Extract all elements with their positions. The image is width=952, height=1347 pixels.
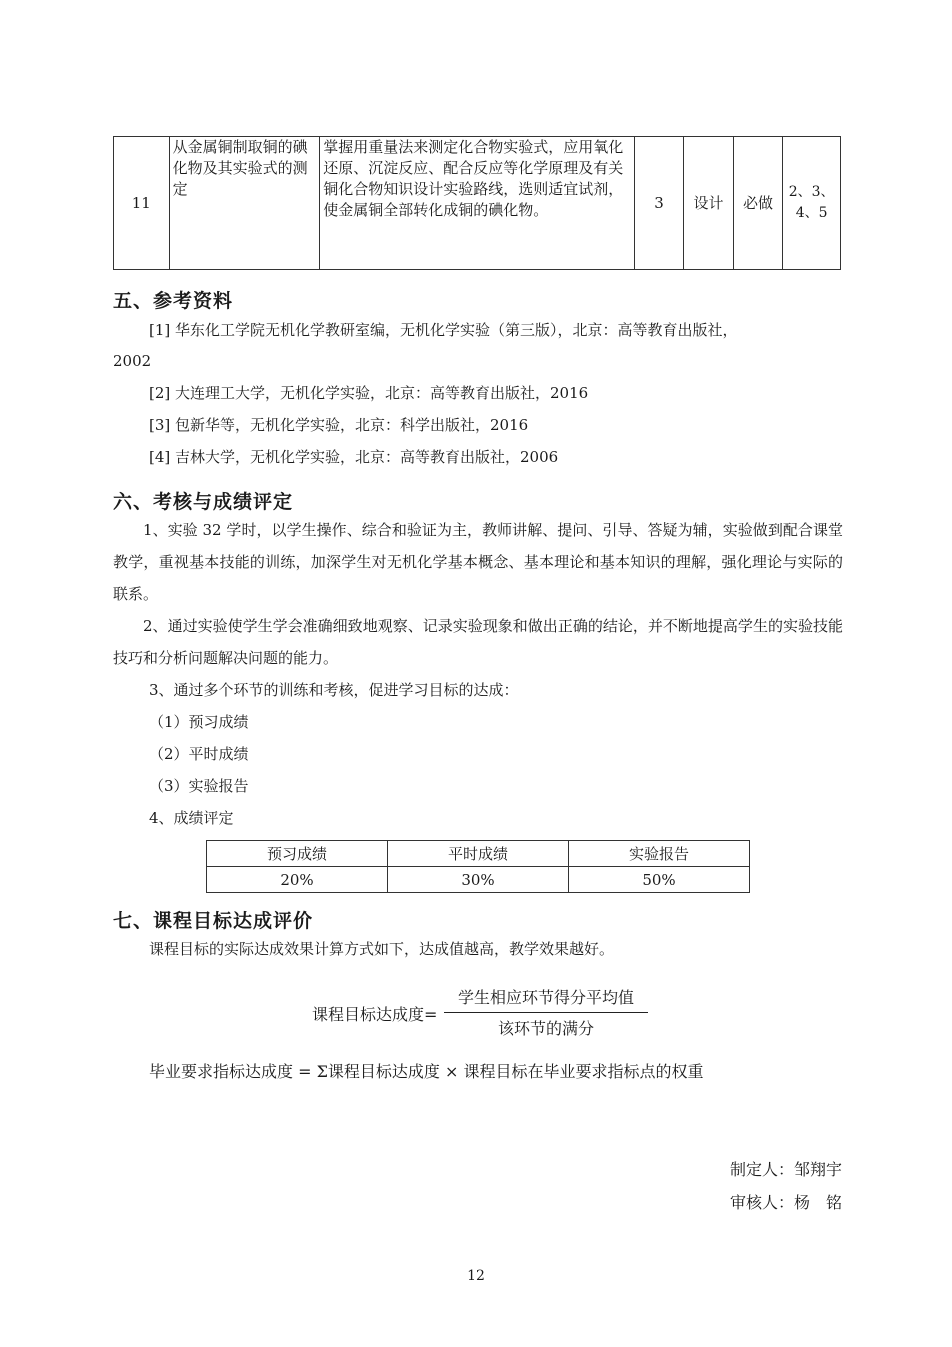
section6-sub-1: （1）预习成绩 — [149, 713, 249, 731]
reference-1-year: 2002 — [113, 352, 152, 370]
grade-value-report: 50% — [569, 867, 750, 893]
reference-4: [4] 吉林大学，无机化学实验，北京：高等教育出版社，2006 — [149, 448, 559, 466]
section6-item-4: 4、成绩评定 — [149, 809, 234, 827]
experiment-number: 11 — [114, 137, 170, 270]
experiment-objectives: 2、3、4、5 — [783, 137, 841, 270]
experiment-name: 从金属铜制取铜的碘化物及其实验式的测定 — [169, 137, 320, 270]
section6-title: 六、考核与成绩评定 — [113, 491, 294, 513]
section6-paragraph-1: 1、实验 32 学时，以学生操作、综合和验证为主，教师讲解、提问、引导、答疑为辅，实验做到配合课堂教学，重视基本技能的训练，加深学生对无机化学基本概念、基本理论和基本知识的理解，强化理论与实际的联系。 — [113, 521, 843, 603]
experiment-hours: 3 — [634, 137, 684, 270]
graduation-formula: 毕业要求指标达成度 = Σ课程目标达成度 × 课程目标在毕业要求指标点的权重 — [149, 1062, 704, 1081]
experiment-table — [113, 136, 841, 270]
table-row — [114, 137, 841, 270]
section6-sub-2: （2）平时成绩 — [149, 745, 249, 763]
experiment-content: 掌握用重量法来测定化合物实验式，应用氧化还原、沉淀反应、配合反应等化学原理及有关铜化合物知识设计实验路线，选则适宜试剂，使金属铜全部转化成铜的碘化物。 — [320, 137, 634, 270]
page-number: 12 — [467, 1268, 485, 1284]
grade-table — [206, 840, 750, 893]
experiment-requirement: 必做 — [733, 137, 783, 270]
grade-header-preview: 预习成绩 — [207, 841, 388, 867]
section7-intro: 课程目标的实际达成效果计算方式如下，达成值越高，教学效果越好。 — [149, 940, 615, 958]
table-row — [207, 867, 750, 893]
section6-item-3: 3、通过多个环节的训练和考核，促进学习目标的达成： — [149, 681, 519, 699]
section6-sub-3: （3）实验报告 — [149, 777, 249, 795]
grade-value-regular: 30% — [388, 867, 569, 893]
formula-denominator: 该环节的满分 — [497, 1019, 594, 1038]
maker-signature: 制定人：邹翔宇 — [729, 1160, 842, 1179]
section5-title: 五、参考资料 — [113, 290, 234, 312]
grade-header-report: 实验报告 — [569, 841, 750, 867]
grade-header-regular: 平时成绩 — [388, 841, 569, 867]
formula-numerator: 学生相应环节得分平均值 — [444, 986, 648, 1013]
formula-lhs: 课程目标达成度= — [312, 1005, 438, 1024]
reference-2: [2] 大连理工大学，无机化学实验，北京：高等教育出版社，2016 — [149, 384, 589, 402]
grade-value-preview: 20% — [207, 867, 388, 893]
reviewer-signature: 审核人：杨 铭 — [729, 1193, 842, 1212]
table-row — [207, 841, 750, 867]
section7-title: 七、课程目标达成评价 — [113, 910, 314, 932]
experiment-type: 设计 — [684, 137, 734, 270]
reference-3: [3] 包新华等，无机化学实验，北京：科学出版社，2016 — [149, 416, 529, 434]
reference-1: [1] 华东化工学院无机化学教研室编，无机化学实验（第三版），北京：高等教育出版社， — [149, 321, 738, 339]
section6-paragraph-2: 2、通过实验使学生学会准确细致地观察、记录实验现象和做出正确的结论，并不断地提高学生的实验技能技巧和分析问题解决问题的能力。 — [113, 617, 843, 667]
formula-fraction — [444, 986, 648, 1041]
